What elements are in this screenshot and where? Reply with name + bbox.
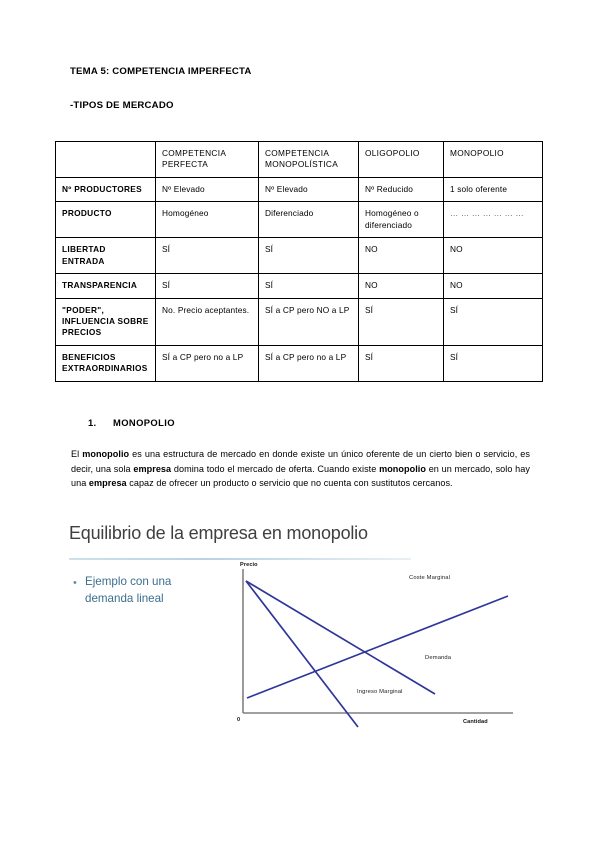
table-row xyxy=(56,177,543,201)
cell-producto-monopolio: … … … … … … … xyxy=(444,202,543,238)
slide-title-divider xyxy=(69,558,411,560)
demand-label: Demanda xyxy=(425,655,452,661)
cell-poder-oligopolio: SÍ xyxy=(359,298,444,345)
cell-productores-cp: Nº Elevado xyxy=(156,177,259,201)
cell-producto-cp: Homogéneo xyxy=(156,202,259,238)
cell-poder-cm: SÍ a CP pero NO a LP xyxy=(259,298,359,345)
section-heading-monopolio: MONOPOLIO xyxy=(113,417,175,428)
cell-beneficios-monopolio: SÍ xyxy=(444,345,543,381)
table-row xyxy=(56,238,543,274)
row-header-producto: PRODUCTO xyxy=(56,202,156,238)
origin-label: 0 xyxy=(237,717,241,723)
cell-poder-monopolio: SÍ xyxy=(444,298,543,345)
table-row xyxy=(56,345,543,381)
column-header-monopolio: MONOPOLIO xyxy=(444,142,543,178)
cell-transparencia-cm: SÍ xyxy=(259,274,359,298)
table-row xyxy=(56,274,543,298)
marginal-revenue-curve xyxy=(246,581,358,727)
cell-productores-oligopolio: Nº Reducido xyxy=(359,177,444,201)
table-corner-cell xyxy=(56,142,156,178)
cell-producto-oligopolio: Homogéneo o diferenciado xyxy=(359,202,444,238)
cell-libertad-cp: SÍ xyxy=(156,238,259,274)
demand-curve xyxy=(246,581,435,694)
column-header-competencia-monopolistica: COMPETENCIA MONOPOLÍSTICA xyxy=(259,142,359,178)
row-header-beneficios-extraordinarios: BENEFICIOS EXTRAORDINARIOS xyxy=(56,345,156,381)
monopolio-paragraph: El monopolio es una estructura de mercado en donde existe un único oferente de un cierto bien o servicio, es decir, una sola empresa domina todo el mercado de oferta. Cuando existe monopolio en un mercado, solo hay una empresa capaz de ofrecer un producto o servicio que no cuenta con sustitutos cercanos. xyxy=(71,449,530,489)
chart-svg xyxy=(213,561,543,733)
row-header-transparencia: TRANSPARENCIA xyxy=(56,274,156,298)
cell-productores-monopolio: 1 solo oferente xyxy=(444,177,543,201)
cell-productores-cm: Nº Elevado xyxy=(259,177,359,201)
cell-transparencia-monopolio: NO xyxy=(444,274,543,298)
monopoly-equilibrium-chart xyxy=(213,561,543,733)
marginal-revenue-label: Ingreso Marginal xyxy=(357,689,403,695)
row-header-poder-influencia: "PODER", INFLUENCIA SOBRE PRECIOS xyxy=(56,298,156,345)
slide-bullet-label: Ejemplo con una demanda lineal xyxy=(85,575,172,605)
column-header-oligopolio: OLIGOPOLIO xyxy=(359,142,444,178)
table-row xyxy=(56,298,543,345)
page-title: TEMA 5: COMPETENCIA IMPERFECTA xyxy=(70,66,252,77)
tipos-de-mercado-table xyxy=(55,141,543,382)
x-axis-label: Cantidad xyxy=(463,719,488,725)
cell-libertad-cm: SÍ xyxy=(259,238,359,274)
y-axis-label: Precio xyxy=(240,562,258,568)
marginal-cost-label: Coste Marginal xyxy=(409,575,451,581)
cell-transparencia-cp: SÍ xyxy=(156,274,259,298)
marginal-cost-curve xyxy=(247,596,508,698)
cell-poder-cp: No. Precio aceptantes. xyxy=(156,298,259,345)
bullet-dot-icon: • xyxy=(73,577,77,589)
table-header-row xyxy=(56,142,543,178)
slide-bullet-item xyxy=(73,574,208,608)
column-header-competencia-perfecta: COMPETENCIA PERFECTA xyxy=(156,142,259,178)
cell-beneficios-cp: SÍ a CP pero no a LP xyxy=(156,345,259,381)
slide-title: Equilibrio de la empresa en monopolio xyxy=(69,523,368,543)
cell-libertad-oligopolio: NO xyxy=(359,238,444,274)
table-row xyxy=(56,202,543,238)
cell-beneficios-oligopolio: SÍ xyxy=(359,345,444,381)
row-header-libertad-entrada: LIBERTAD ENTRADA xyxy=(56,238,156,274)
cell-producto-cm: Diferenciado xyxy=(259,202,359,238)
cell-transparencia-oligopolio: NO xyxy=(359,274,444,298)
cell-beneficios-cm: SÍ a CP pero no a LP xyxy=(259,345,359,381)
embedded-slide xyxy=(53,519,545,735)
cell-libertad-monopolio: NO xyxy=(444,238,543,274)
page-subtitle: -TIPOS DE MERCADO xyxy=(70,100,174,111)
section-number: 1. xyxy=(88,417,97,428)
row-header-numero-productores: Nº PRODUCTORES xyxy=(56,177,156,201)
